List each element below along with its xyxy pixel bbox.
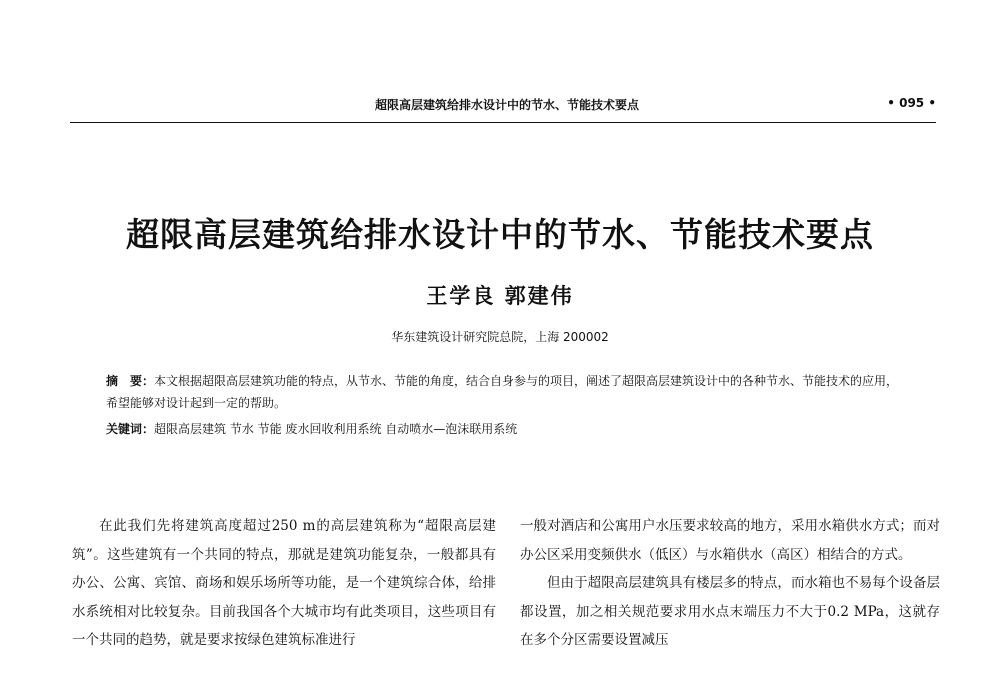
- article-affiliation: 华东建筑设计研究院总院，上海 200002: [391, 330, 609, 344]
- abstract-label: 摘 要：: [106, 374, 155, 388]
- running-header: [70, 94, 936, 116]
- running-title: 超限高层建筑给排水设计中的节水、节能技术要点: [374, 98, 639, 112]
- keywords-text: 超限高层建筑 节水 节能 废水回收利用系统 自动喷水—泡沫联用系统: [154, 422, 518, 436]
- abstract-text: 本文根据超限高层建筑功能的特点，从节水、节能的角度，结合自身参与的项目，阐述了超限高层建筑设计中的各种节水、节能技术的应用，希望能够对设计起到一定的帮助。: [106, 374, 899, 410]
- body-paragraph: 但由于超限高层建筑具有楼层多的特点，而水箱也不易每个设备层都设置，加之相关规范要求用水点末端压力不大于0.2 MPa，这就存在多个分区需要设置减压: [520, 575, 940, 648]
- body-paragraph: 一般对酒店和公寓用户水压要求较高的地方，采用水箱供水方式；而对办公区采用变频供水（低区）与水箱供水（高区）相结合的方式。: [520, 518, 940, 563]
- keywords-label: 关键词：: [106, 422, 155, 436]
- keywords: [106, 418, 906, 440]
- body-column-left: [72, 512, 496, 655]
- article-authors: 王学良 郭建伟: [426, 283, 574, 308]
- article-title: 超限高层建筑给排水设计中的节水、节能技术要点: [126, 215, 874, 254]
- body-paragraph: 在此我们先将建筑高度超过250 m的高层建筑称为“超限高层建筑”。这些建筑有一个共同的特点，那就是建筑功能复杂，一般都具有办公、公寓、宾馆、商场和娱乐场所等功能，是一个建筑综合体，给排水系统相对比较复杂。目前我国各个大城市均有此类项目，这些项目有一个共同的趋势，就是要求按绿色建筑标准进行: [72, 518, 496, 648]
- abstract: [106, 370, 906, 414]
- page-number: • 095 •: [887, 96, 936, 110]
- header-rule: [70, 122, 936, 123]
- body-column-right: [520, 512, 940, 655]
